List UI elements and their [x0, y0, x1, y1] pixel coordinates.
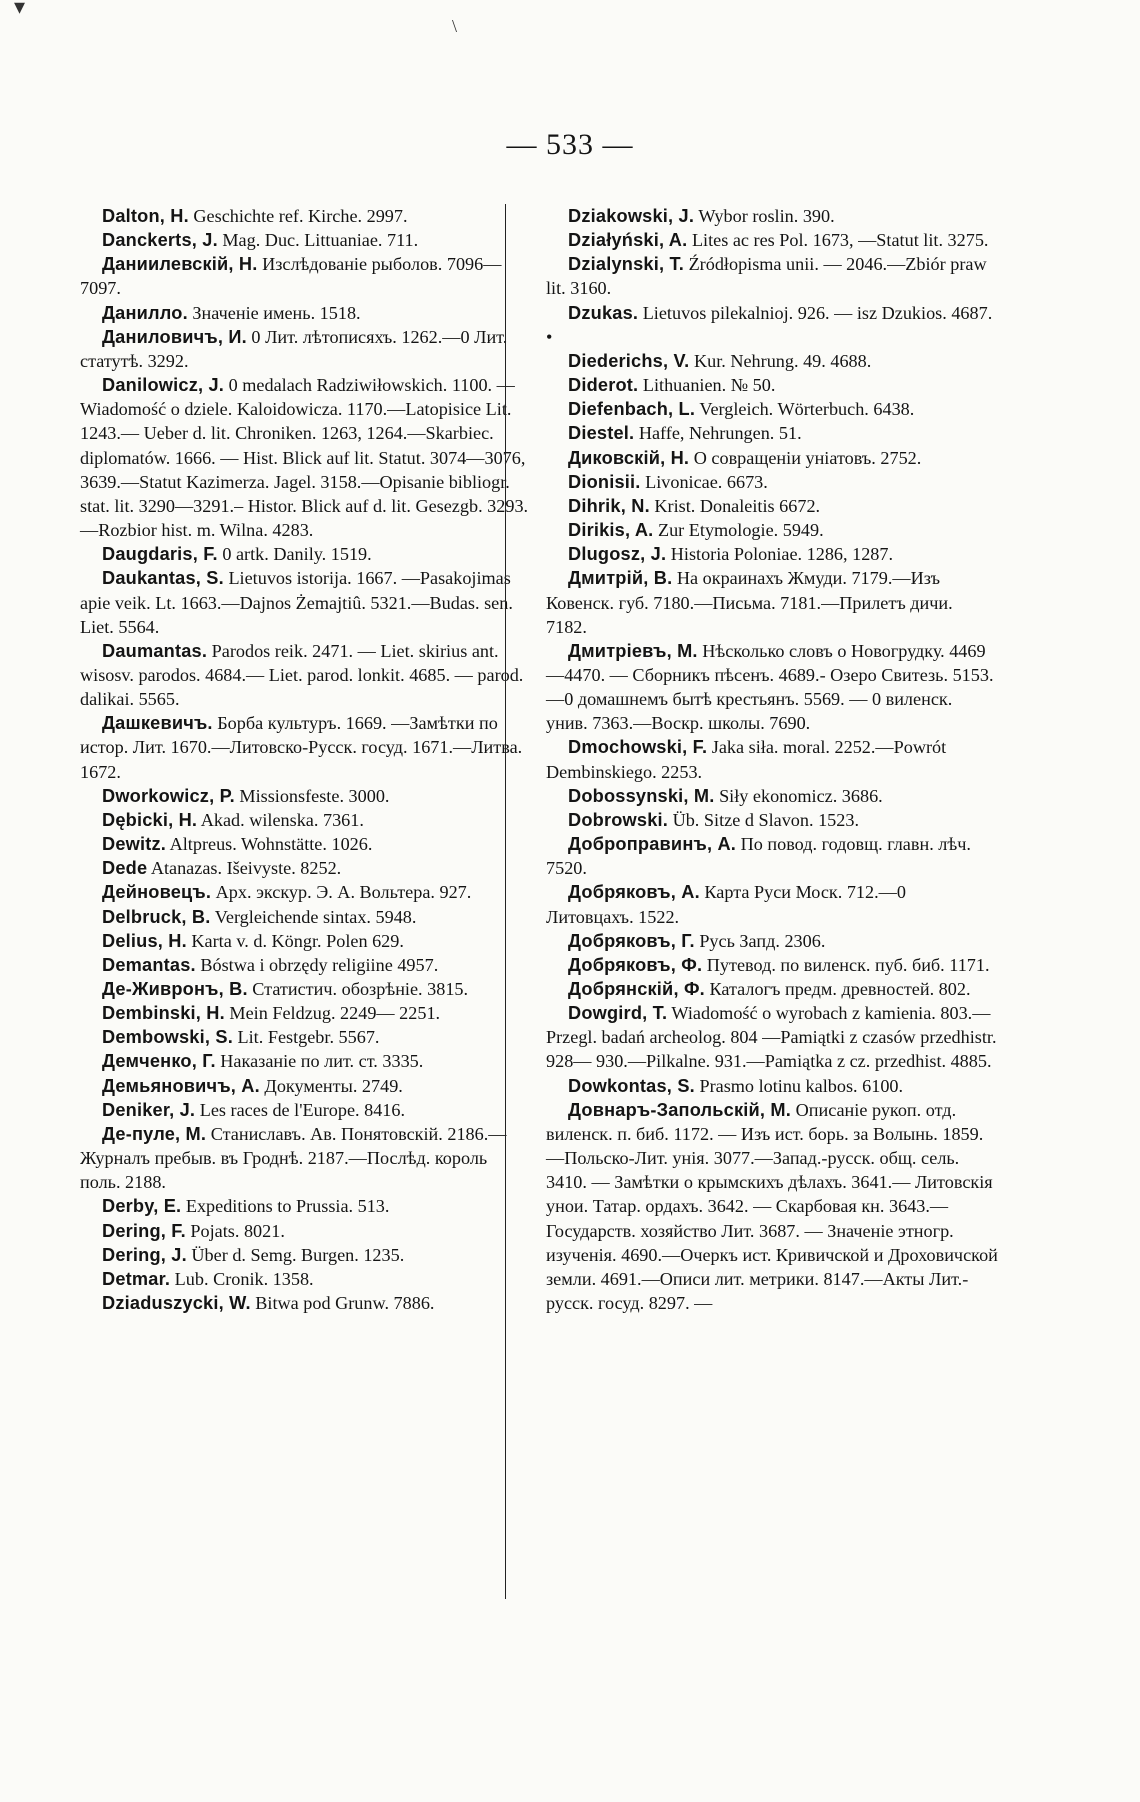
index-entry — [80, 856, 532, 880]
index-entry — [80, 373, 532, 542]
entry-text: Haffe, Nehrungen. 51. — [634, 423, 802, 444]
entry-text: Jaka siła. moral. 2252.—Powrót Dembinskiego. 2253. — [546, 737, 947, 782]
entry-text: Akad. wilenska. 7361. — [197, 809, 364, 830]
index-entry — [546, 1074, 998, 1098]
index-entry — [546, 301, 998, 349]
index-entry — [80, 880, 532, 904]
entry-text: Нѣсколько словъ о Новогрудку. 4469—4470. — Сборникъ пѣсенъ. 4689.- Озеро Свитезь. 5153.—0 домашнемъ бытѣ крестьянъ. 5569. — 0 виленск. унив. 7363.—Воскр. школы. 7690. — [546, 640, 994, 734]
index-entry — [546, 518, 998, 542]
index-entry — [546, 373, 998, 397]
index-entry — [546, 1001, 998, 1073]
index-entry — [80, 832, 532, 856]
entry-author: Działyński, A. — [568, 230, 688, 251]
entry-text: Livonicae. 6673. — [640, 471, 768, 492]
entry-author: Dionisii. — [568, 471, 641, 492]
index-entry — [546, 542, 998, 566]
entry-text: Значеніе имень. 1518. — [187, 302, 361, 323]
entry-author: Dobossynski, M. — [568, 785, 715, 806]
entry-author: Dirikis, A. — [568, 520, 654, 541]
entry-author: Dzialynski, T. — [568, 254, 685, 275]
index-entry — [546, 494, 998, 518]
entry-author: Данилло. — [102, 302, 188, 323]
index-entry — [546, 204, 998, 228]
index-entry — [80, 1291, 532, 1315]
entry-text: Krist. Donaleitis 6672. — [649, 495, 821, 516]
entry-text: Lit. Festgebr. 5567. — [232, 1027, 380, 1048]
entry-author: Добряковъ, Г. — [568, 930, 695, 951]
index-entry — [546, 397, 998, 421]
index-entry — [546, 880, 998, 928]
entry-author: Derby, E. — [102, 1196, 182, 1217]
entry-text: Wybor roslin. 390. — [694, 206, 835, 226]
entry-text: По повод. годовщ. главн. лѣч. 7520. — [546, 834, 971, 879]
entry-author: Даниловичъ, И. — [102, 326, 247, 347]
entry-author: Де-Живронъ, В. — [102, 979, 248, 999]
entry-text: Статистич. обозрѣніе. 3815. — [247, 979, 469, 999]
entry-text: Üb. Sitze d Slavon. 1523. — [668, 809, 859, 830]
entry-text: Lithuanien. № 50. — [638, 375, 776, 396]
entry-text: Изслѣдованіе рыболов. 7096—7097. — [80, 254, 502, 299]
page-number: — 533 — — [506, 128, 634, 161]
entry-text: 0 artk. Danily. 1519. — [217, 544, 372, 565]
entry-text: Historia Poloniae. 1286, 1287. — [666, 544, 894, 565]
entry-author: Демьяновичъ, А. — [102, 1075, 260, 1096]
entry-text: Wiadomość o wyrobach z kamienia. 803.—Przegl. badań archeolog. 804 —Pamiątki z czasów przedhistr. 928— 930.—Pilkalne. 931.—Pamiątka z cz. przedhist. 4885. — [546, 1003, 997, 1072]
index-entry — [546, 929, 998, 953]
index-entry — [80, 1194, 532, 1218]
entry-author: Demantas. — [102, 954, 196, 975]
index-entry — [80, 1025, 532, 1049]
entry-text: Vergleich. Wörterbuch. 6438. — [695, 399, 915, 420]
entry-text: Expeditions to Prussia. 513. — [181, 1196, 390, 1217]
entry-author: Dowgird, T. — [568, 1003, 668, 1024]
index-entry — [80, 977, 532, 1001]
entry-author: Danckerts, J. — [102, 230, 218, 251]
entry-text: Geschichte ref. Kirche. 2997. — [188, 206, 408, 226]
entry-text: Kur. Nehrung. 49. 4688. — [689, 350, 872, 371]
entry-author: Diderot. — [568, 375, 639, 396]
entry-author: Доброправинъ, А. — [568, 834, 737, 855]
entry-author: Deniker, J. — [102, 1099, 196, 1120]
entry-author: Dmochowski, F. — [568, 737, 708, 758]
entry-text: О совращеніи уніатовъ. 2752. — [689, 447, 922, 468]
index-entry — [80, 1267, 532, 1291]
index-entry — [80, 1219, 532, 1243]
entry-author: Delbruck, B. — [102, 906, 211, 927]
entry-text: Źródłopisma unii. — 2046.—Zbiór praw lit. 3160. — [546, 254, 987, 299]
entry-text: Наказаніе по лит. ст. 3335. — [215, 1051, 424, 1072]
index-entry — [80, 929, 532, 953]
entry-text: 0 medalach Radziwiłowskich. 1100. — Wiadomość o dziele. Kaloidowicza. 1170.—Latopisice Lit. 1243.— Ueber d. lit. Chroniken. 1263, 1264.—Skarbiec. diplomatów. 1666. — Hist. Blick auf lit. Statut. 3074—3076, 3639.—Statut Kazimerza. Jagel. 3158.—Opisanie bibliogr. stat. lit. 3290—3291.– Histor. Blick auf d. lit. Gesezgb. 3293.—Rozbior hist. m. Wilna. 4283. — [80, 375, 529, 541]
entry-text: Pojats. 8021. — [185, 1220, 285, 1241]
entry-author: Diederichs, V. — [568, 350, 690, 371]
index-entry — [80, 953, 532, 977]
index-entry — [80, 1049, 532, 1073]
entry-text: Станиславъ. Ав. Понятовскій. 2186.—Журналъ пребыв. въ Гроднѣ. 2187.—Послѣд. король поль. 2188. — [80, 1123, 507, 1193]
entry-author: Dembinski, H. — [102, 1003, 225, 1024]
entry-author: Dembowski, S. — [102, 1027, 233, 1048]
entry-text: Lites ac res Pol. 1673, —Statut lit. 3275. — [687, 230, 989, 251]
entry-text: Zur Etymologie. 5949. — [653, 520, 824, 541]
entry-text: Altpreus. Wohnstätte. 1026. — [166, 834, 373, 855]
index-entry — [80, 808, 532, 832]
entry-author: Dalton, H. — [102, 206, 189, 226]
entry-author: Dowkontas, S. — [568, 1075, 695, 1096]
entry-author: Daukantas, S. — [102, 568, 224, 589]
entry-text: Описаніе рукоп. отд. виленск. п. биб. 1172. — Изъ ист. борь. за Волынь. 1859.—Польско-Лит. унія. 3077.—Запад.-русск. общ. сель. 3410. — Замѣтки о крымскихъ дѣлахъ. 3641.— Литовскія унои. Татар. ордахъ. 3642. — Скарбовая кн. 3643.—Государств. хозяйство Лит. 3687. — Значеніе этногр. изученія. 4690.—Очеркъ ист. Кривичской и Дроховичской земли. 4691.—Описи лит. метрики. 8147.—Акты Лит.-русск. госуд. 8297. — — [546, 1099, 998, 1314]
index-entry — [546, 808, 998, 832]
index-entry — [546, 639, 998, 736]
entry-text: Atanazas. Išeivyste. 8252. — [147, 858, 342, 879]
entry-author: Добрянскій, Ф. — [568, 979, 705, 999]
entry-author: Detmar. — [102, 1268, 171, 1289]
index-entry — [80, 1122, 532, 1194]
entry-author: Diestel. — [568, 423, 635, 444]
entry-author: Dede — [102, 858, 148, 879]
index-entry — [80, 301, 532, 325]
index-entry — [546, 977, 998, 1001]
entry-author: Де-пуле, М. — [102, 1123, 207, 1144]
index-entry — [546, 832, 998, 880]
entry-text: Missionsfeste. 3000. — [234, 785, 390, 806]
entry-text: Борба культуръ. 1669. —Замѣтки по истор. Лит. 1670.—Литовско-Русск. госуд. 1671.—Литва. 1672. — [80, 713, 523, 782]
entry-text: Mein Feldzug. 2249— 2251. — [224, 1003, 441, 1024]
entry-text: Siły ekonomicz. 3686. — [714, 785, 883, 806]
entry-author: Delius, H. — [102, 930, 187, 951]
entry-author: Dering, J. — [102, 1244, 187, 1265]
index-entry — [546, 735, 998, 783]
index-entry — [80, 905, 532, 929]
entry-author: Демченко, Г. — [102, 1051, 216, 1072]
index-entry — [546, 349, 998, 373]
entry-text: Karta v. d. Köngr. Polen 629. — [186, 930, 404, 951]
entry-author: Даниилевскій, Н. — [102, 254, 258, 275]
entry-text: На окраинахъ Жмуди. 7179.—Изъ Ковенск. губ. 7180.—Письма. 7181.—Прилетъ дичи. 7182. — [546, 568, 953, 637]
entry-author: Daumantas. — [102, 640, 208, 661]
index-entry — [546, 228, 998, 252]
index-entry — [80, 711, 532, 783]
index-entry — [80, 1074, 532, 1098]
entry-text: Каталогъ предм. древностей. 802. — [704, 979, 971, 999]
index-entry — [546, 470, 998, 494]
entry-author: Daugdaris, F. — [102, 544, 218, 565]
entry-text: Les races de l'Europe. 8416. — [195, 1099, 406, 1120]
index-entry — [80, 639, 532, 711]
entry-author: Diefenbach, L. — [568, 399, 696, 420]
entry-text: Lietuvos istorija. 1667. —Pasakojimas apie veik. Lt. 1663.—Dajnos Żemajtiû. 5321.—Budas. sen. Liet. 5564. — [80, 568, 513, 637]
entry-author: Dziaduszycki, W. — [102, 1293, 251, 1314]
entry-author: Danilowicz, J. — [102, 375, 225, 396]
entry-author: Добряковъ, А. — [568, 882, 700, 903]
index-entry — [80, 566, 532, 638]
entry-author: Dihrik, N. — [568, 495, 650, 516]
index-entry — [546, 446, 998, 470]
entry-author: Дашкевичъ. — [102, 713, 213, 734]
entry-text: Parodos reik. 2471. — Liet. skirius ant. wisosv. parodos. 4684.— Liet. parod. lonkit. 4685. — parod. dalikai. 5565. — [80, 640, 524, 710]
entry-text: Документы. 2749. — [259, 1075, 403, 1096]
index-entry — [546, 784, 998, 808]
index-entry — [80, 1098, 532, 1122]
entry-text: Über d. Semg. Burgen. 1235. — [186, 1244, 405, 1265]
entry-author: Диковскій, Н. — [568, 447, 690, 468]
entry-author: Dworkowicz, P. — [102, 785, 235, 806]
entry-text: Bitwa pod Grunw. 7886. — [250, 1293, 435, 1314]
left-column — [80, 204, 532, 1315]
right-column — [546, 204, 998, 1315]
index-entry — [546, 566, 998, 638]
index-entry — [80, 204, 532, 228]
entry-text: Lietuvos pilekalnioj. 926. — isz Dzukios. 4687. • — [546, 302, 993, 347]
entry-text: Prasmo lotinu kalbos. 6100. — [694, 1075, 904, 1096]
entry-author: Dziakowski, J. — [568, 206, 695, 226]
index-entry — [80, 542, 532, 566]
index-entry — [80, 1001, 532, 1025]
tick-mark: \ — [452, 16, 458, 36]
entry-text: Русь Запд. 2306. — [694, 930, 826, 951]
index-entry — [80, 1243, 532, 1267]
entry-author: Dlugosz, J. — [568, 544, 667, 565]
entry-author: Дмитріевъ, М. — [568, 640, 698, 661]
entry-author: Добряковъ, Ф. — [568, 954, 703, 975]
entry-text: Путевод. по виленск. пуб. биб. 1171. — [702, 954, 990, 975]
entry-author: Дмитрій, В. — [568, 568, 673, 589]
entry-text: Карта Руси Моск. 712.—0 Литовцахъ. 1522. — [546, 882, 906, 927]
entry-text: Vergleichende sintax. 5948. — [210, 906, 417, 927]
entry-author: Dewitz. — [102, 834, 167, 855]
index-entry — [80, 784, 532, 808]
entry-author: Dzukas. — [568, 302, 639, 323]
entry-author: Довнаръ-Запольскій, М. — [568, 1099, 792, 1120]
entry-author: Дейновецъ. — [102, 882, 212, 903]
index-entry — [546, 252, 998, 300]
index-entry — [80, 228, 532, 252]
entry-text: Арх. экскур. Э. А. Вольтера. 927. — [211, 882, 472, 903]
entry-text: Bóstwa i obrzędy religiine 4957. — [195, 954, 439, 975]
entry-text: 0 Лит. лѣтописяхъ. 1262.—0 Лит. статутѣ. 3292. — [80, 326, 508, 371]
entry-text: Lub. Cronik. 1358. — [170, 1268, 314, 1289]
index-entry — [546, 953, 998, 977]
entry-author: Dębicki, H. — [102, 809, 198, 830]
entry-author: Dering, F. — [102, 1220, 186, 1241]
entry-text: Mag. Duc. Littuaniae. 711. — [217, 230, 419, 251]
index-entry — [546, 421, 998, 445]
entry-author: Dobrowski. — [568, 809, 669, 830]
index-entry — [80, 325, 532, 373]
index-entry — [80, 252, 532, 300]
column-divider — [505, 204, 506, 1599]
index-entry — [546, 1098, 998, 1315]
corner-mark: ▾ — [14, 0, 26, 19]
